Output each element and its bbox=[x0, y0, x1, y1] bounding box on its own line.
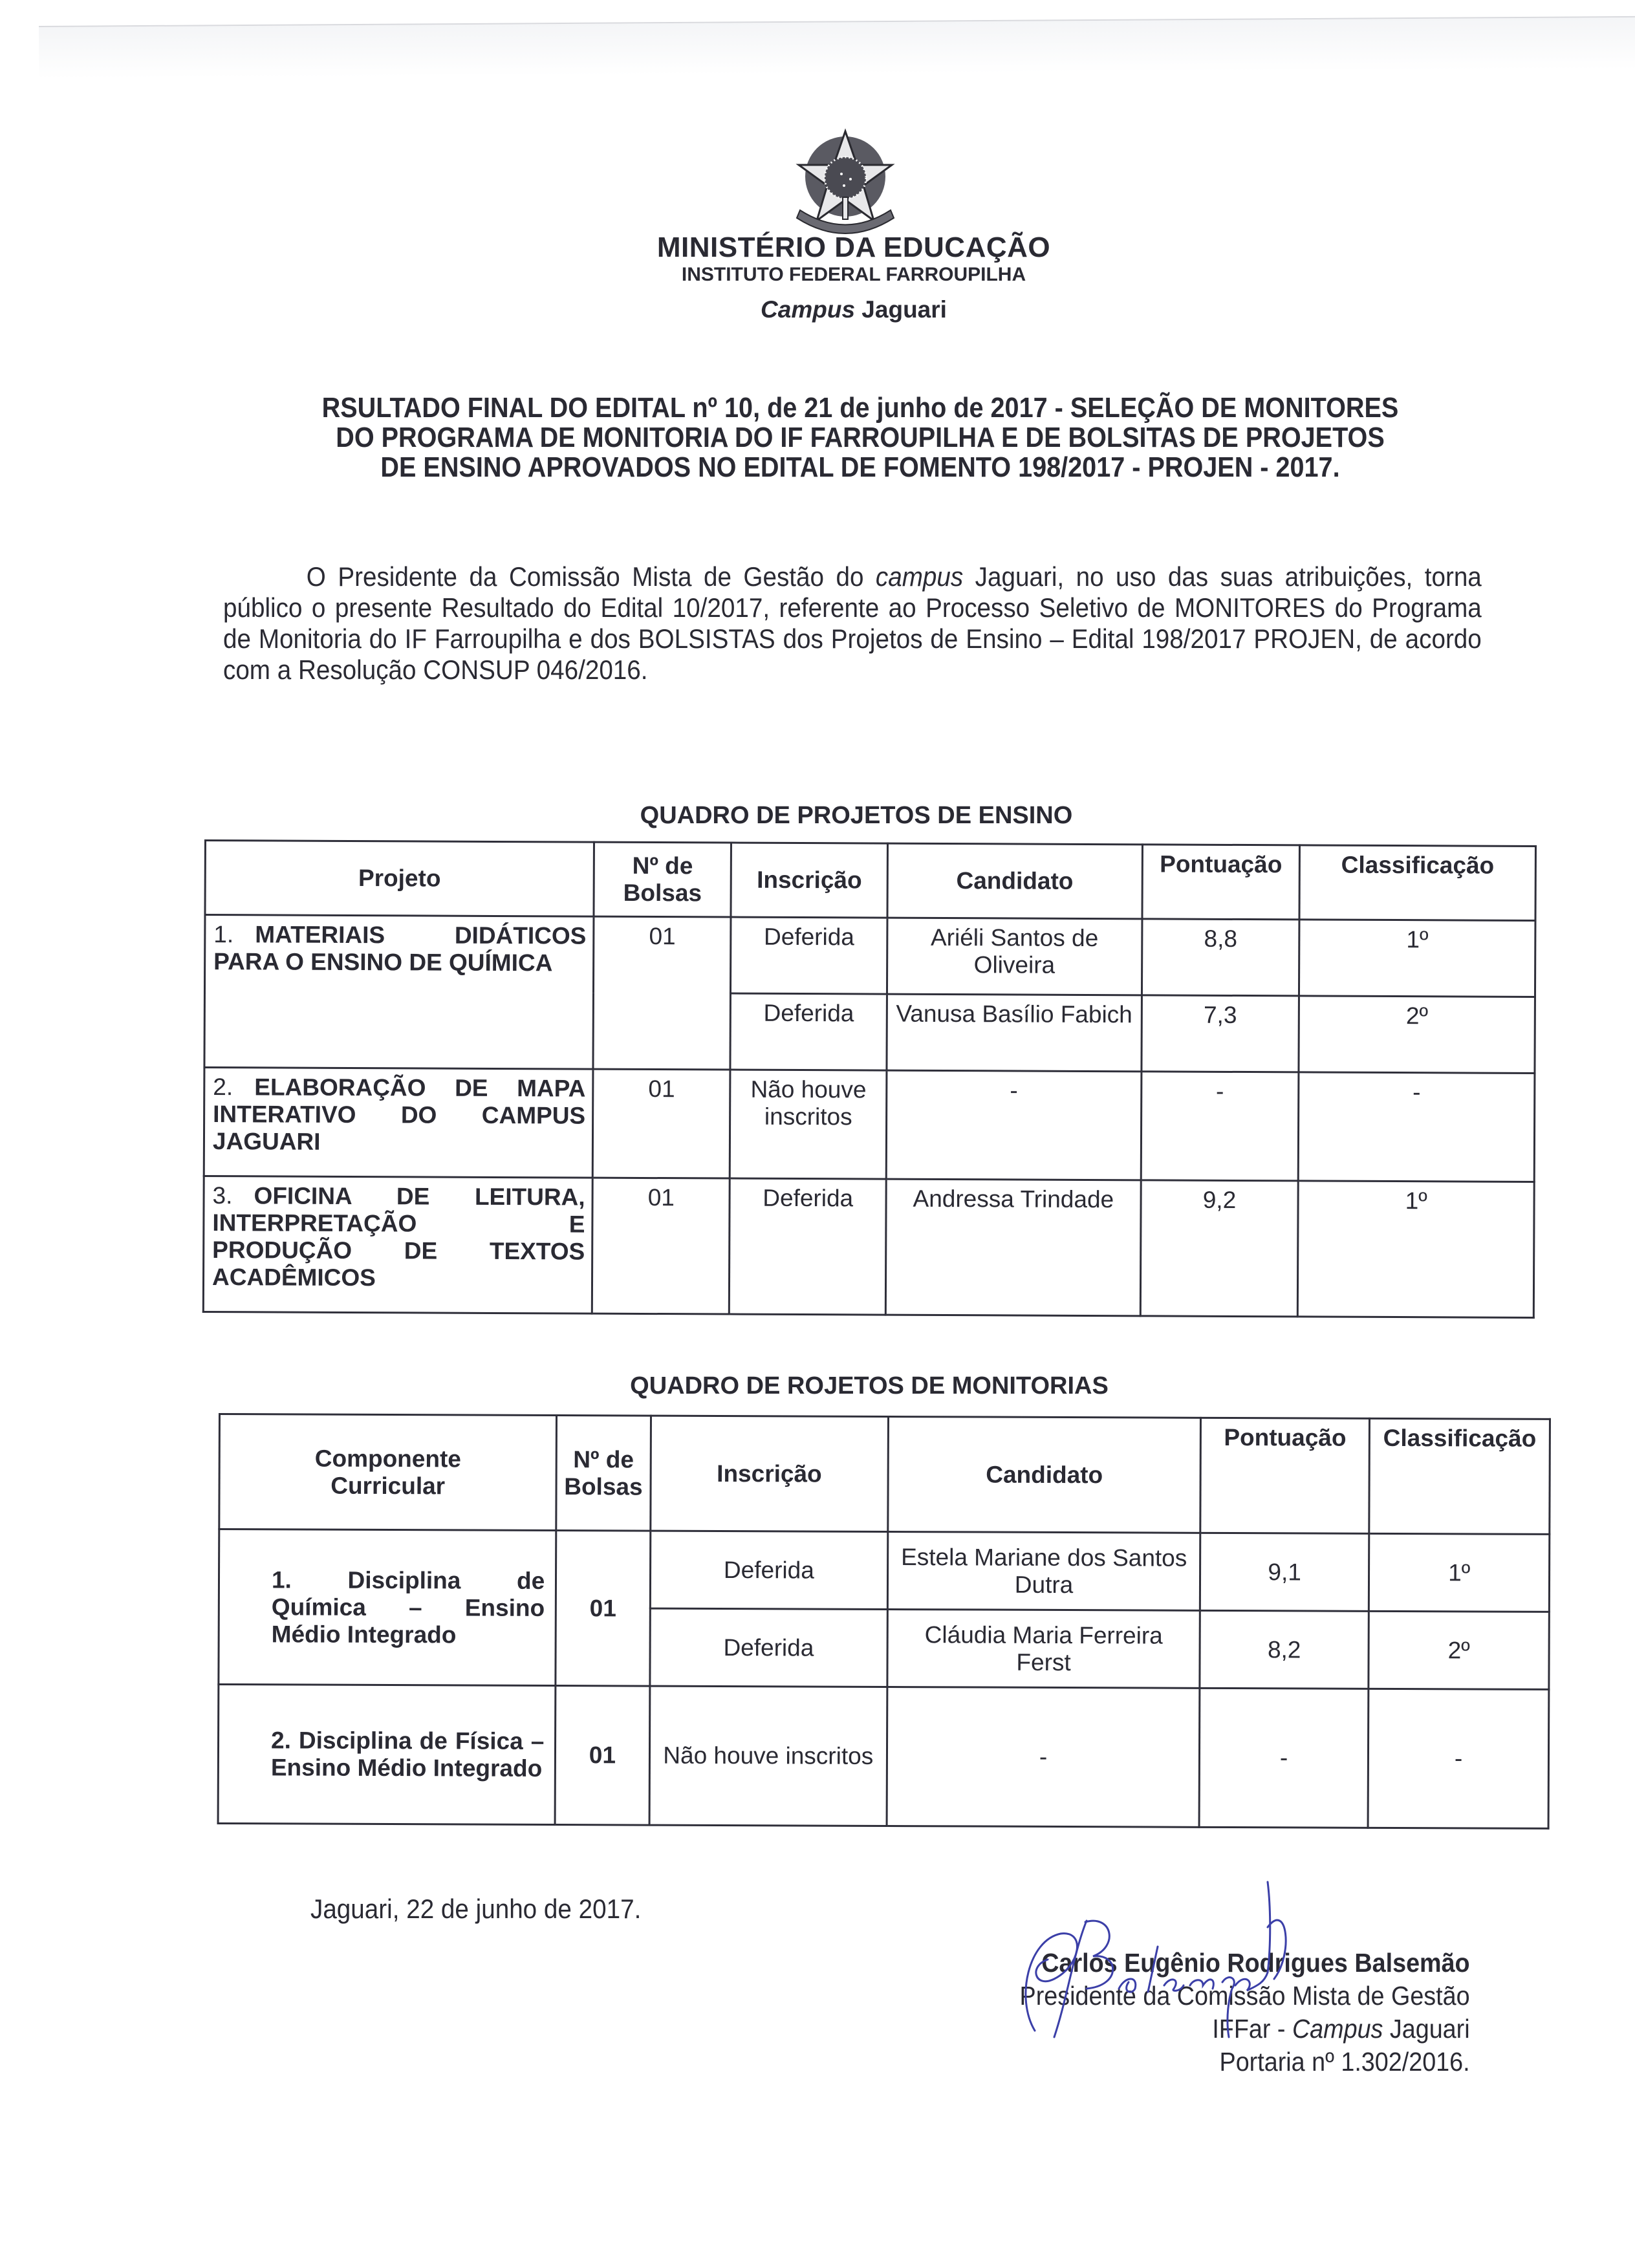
table-row bbox=[219, 1529, 1549, 1612]
title-line: RSULTADO FINAL DO EDITAL nº 10, de 21 de junho de 2017 - SELEÇÃO DE MONITORES bbox=[321, 392, 1399, 424]
campus-city: Jaguari bbox=[855, 296, 947, 323]
institute-name: INSTITUTO FEDERAL FARROUPILHA bbox=[681, 264, 1026, 285]
projeto-name: MATERIAIS DIDÁTICOS PARA O ENSINO DE QUÍMICA bbox=[213, 921, 587, 977]
inscricao-cell: Não houve inscritos bbox=[649, 1686, 887, 1826]
intro-paragraph bbox=[223, 561, 1482, 686]
classificacao-cell: 1º bbox=[1299, 920, 1535, 997]
componente-name: Disciplina de Física – Ensino Médio Integrado bbox=[270, 1727, 545, 1782]
row-number: 3. bbox=[212, 1182, 233, 1209]
projeto-name: OFICINA DE LEITURA, INTERPRETAÇÃO E PRODUÇÃO DE TEXTOS ACADÊMICOS bbox=[211, 1182, 585, 1291]
table-projetos-title: QUADRO DE PROJETOS DE ENSINO bbox=[640, 802, 1073, 829]
candidato-cell: Cláudia Maria Ferreira Ferst bbox=[887, 1609, 1200, 1688]
classificacao-cell: - bbox=[1368, 1689, 1549, 1828]
table-row bbox=[204, 915, 1535, 997]
header-candidato: Candidato bbox=[887, 843, 1142, 919]
table-row bbox=[204, 1068, 1535, 1182]
pontuacao-cell: 8,2 bbox=[1200, 1610, 1369, 1689]
place-date: Jaguari, 22 de junho de 2017. bbox=[310, 1894, 642, 1924]
projeto-cell bbox=[204, 915, 594, 1070]
classificacao-cell: 1º bbox=[1369, 1533, 1550, 1612]
pontuacao-cell: 8,8 bbox=[1142, 919, 1299, 996]
projeto-name: ELABORAÇÃO DE MAPA INTERATIVO DO CAMPUS JAGUARI bbox=[212, 1074, 586, 1155]
intro-text: O Presidente da Comissão Mista de Gestão do bbox=[306, 561, 876, 592]
projeto-cell bbox=[203, 1176, 592, 1314]
candidato-cell: - bbox=[887, 1687, 1200, 1827]
signer-name: Carlos Eugênio Rodrigues Balsemão bbox=[1041, 1948, 1470, 1978]
bolsas-cell: 01 bbox=[592, 1178, 730, 1314]
header-classificacao: Classificação bbox=[1299, 845, 1535, 921]
projeto-cell bbox=[204, 1068, 593, 1178]
componente-cell bbox=[218, 1685, 556, 1825]
candidato-cell: Vanusa Basílio Fabich bbox=[887, 994, 1142, 1072]
header-bolsas: Nº de Bolsas bbox=[556, 1416, 651, 1531]
bolsas-cell: 01 bbox=[593, 916, 731, 1070]
inscricao-cell: Deferida bbox=[650, 1531, 888, 1609]
candidato-cell: - bbox=[886, 1070, 1142, 1180]
bolsas-cell: 01 bbox=[592, 1069, 730, 1178]
row-number: 1. bbox=[271, 1566, 292, 1593]
inscricao-cell: Não houve inscritos bbox=[730, 1070, 887, 1179]
pontuacao-cell: - bbox=[1141, 1072, 1299, 1181]
campus-label: Campus bbox=[761, 296, 856, 323]
table-projetos bbox=[202, 839, 1537, 1319]
header-bolsas: Nº de Bolsas bbox=[594, 842, 731, 917]
scan-edge bbox=[39, 16, 1635, 79]
row-number: 2. bbox=[270, 1727, 291, 1754]
portaria: Portaria nº 1.302/2016. bbox=[1219, 2047, 1470, 2077]
campus-name bbox=[0, 296, 1635, 323]
table-row bbox=[203, 1176, 1534, 1318]
classificacao-cell: - bbox=[1298, 1072, 1535, 1182]
header-pontuacao: Pontuação bbox=[1200, 1418, 1370, 1533]
bolsas-cell: 01 bbox=[556, 1531, 650, 1687]
pontuacao-cell: 7,3 bbox=[1142, 995, 1299, 1072]
classificacao-cell: 1º bbox=[1297, 1181, 1534, 1318]
table-header-row bbox=[205, 841, 1535, 921]
header-componente: Componente Curricular bbox=[219, 1414, 557, 1531]
row-number: 1. bbox=[213, 921, 234, 948]
signer-org-prefix: IFFar - bbox=[1212, 2014, 1293, 2044]
componente-cell bbox=[219, 1529, 556, 1686]
pontuacao-cell: 9,1 bbox=[1200, 1533, 1369, 1611]
header-classificacao: Classificação bbox=[1369, 1418, 1550, 1534]
inscricao-cell: Deferida bbox=[731, 917, 887, 994]
classificacao-cell: 2º bbox=[1299, 996, 1535, 1074]
table-row bbox=[218, 1685, 1549, 1829]
signer-role: Presidente da Comissão Mista de Gestão bbox=[1019, 1981, 1470, 2011]
intro-text: Jaguari, no uso das suas atribuições, torna público o presente Resultado do Edital 10/2017, referente ao Processo Seletivo de MONITORES do Programa de Monitoria do IF Farroupilha e dos BOLSISTAS dos Projetos de Ensino – Edital 198/2017 PROJEN, de acordo com a Resolução CONSUP 046/2016. bbox=[223, 561, 1482, 685]
inscricao-cell: Deferida bbox=[730, 993, 887, 1070]
candidato-cell: Ariéli Santos de Oliveira bbox=[887, 918, 1142, 995]
intro-italic: campus bbox=[875, 561, 964, 592]
pontuacao-cell: - bbox=[1199, 1688, 1369, 1828]
signer-org-italic: Campus bbox=[1292, 2014, 1383, 2044]
pontuacao-cell: 9,2 bbox=[1140, 1180, 1298, 1317]
header-inscricao: Inscrição bbox=[731, 843, 887, 918]
candidato-cell: Andressa Trindade bbox=[885, 1179, 1141, 1316]
row-number: 2. bbox=[213, 1074, 233, 1101]
inscricao-cell: Deferida bbox=[649, 1608, 887, 1687]
signer-org-suffix: Jaguari bbox=[1383, 2014, 1470, 2044]
header-inscricao: Inscrição bbox=[650, 1416, 888, 1531]
document-title bbox=[278, 393, 1442, 482]
ministry-name: MINISTÉRIO DA EDUCAÇÃO bbox=[656, 232, 1051, 263]
title-line: DO PROGRAMA DE MONITORIA DO IF FARROUPILHA E DE BOLSITAS DE PROJETOS bbox=[336, 422, 1385, 453]
header-projeto: Projeto bbox=[205, 841, 594, 917]
header-pontuacao: Pontuação bbox=[1142, 845, 1300, 920]
table-monitorias-title: QUADRO DE ROJETOS DE MONITORIAS bbox=[630, 1372, 1109, 1399]
inscricao-cell: Deferida bbox=[730, 1178, 886, 1315]
title-line: DE ENSINO APROVADOS NO EDITAL DE FOMENTO 198/2017 - PROJEN - 2017. bbox=[380, 451, 1340, 483]
header-candidato: Candidato bbox=[888, 1416, 1201, 1533]
candidato-cell: Estela Mariane dos Santos Dutra bbox=[887, 1531, 1200, 1610]
handwritten-signature-icon bbox=[1009, 1869, 1332, 2063]
brazil-coat-of-arms-icon bbox=[787, 126, 904, 239]
classificacao-cell: 2º bbox=[1369, 1611, 1549, 1689]
table-header-row bbox=[219, 1414, 1550, 1535]
table-monitorias bbox=[217, 1413, 1551, 1830]
bolsas-cell: 01 bbox=[555, 1686, 649, 1826]
componente-name: Disciplina de Química – Ensino Médio Integrado bbox=[271, 1566, 545, 1648]
